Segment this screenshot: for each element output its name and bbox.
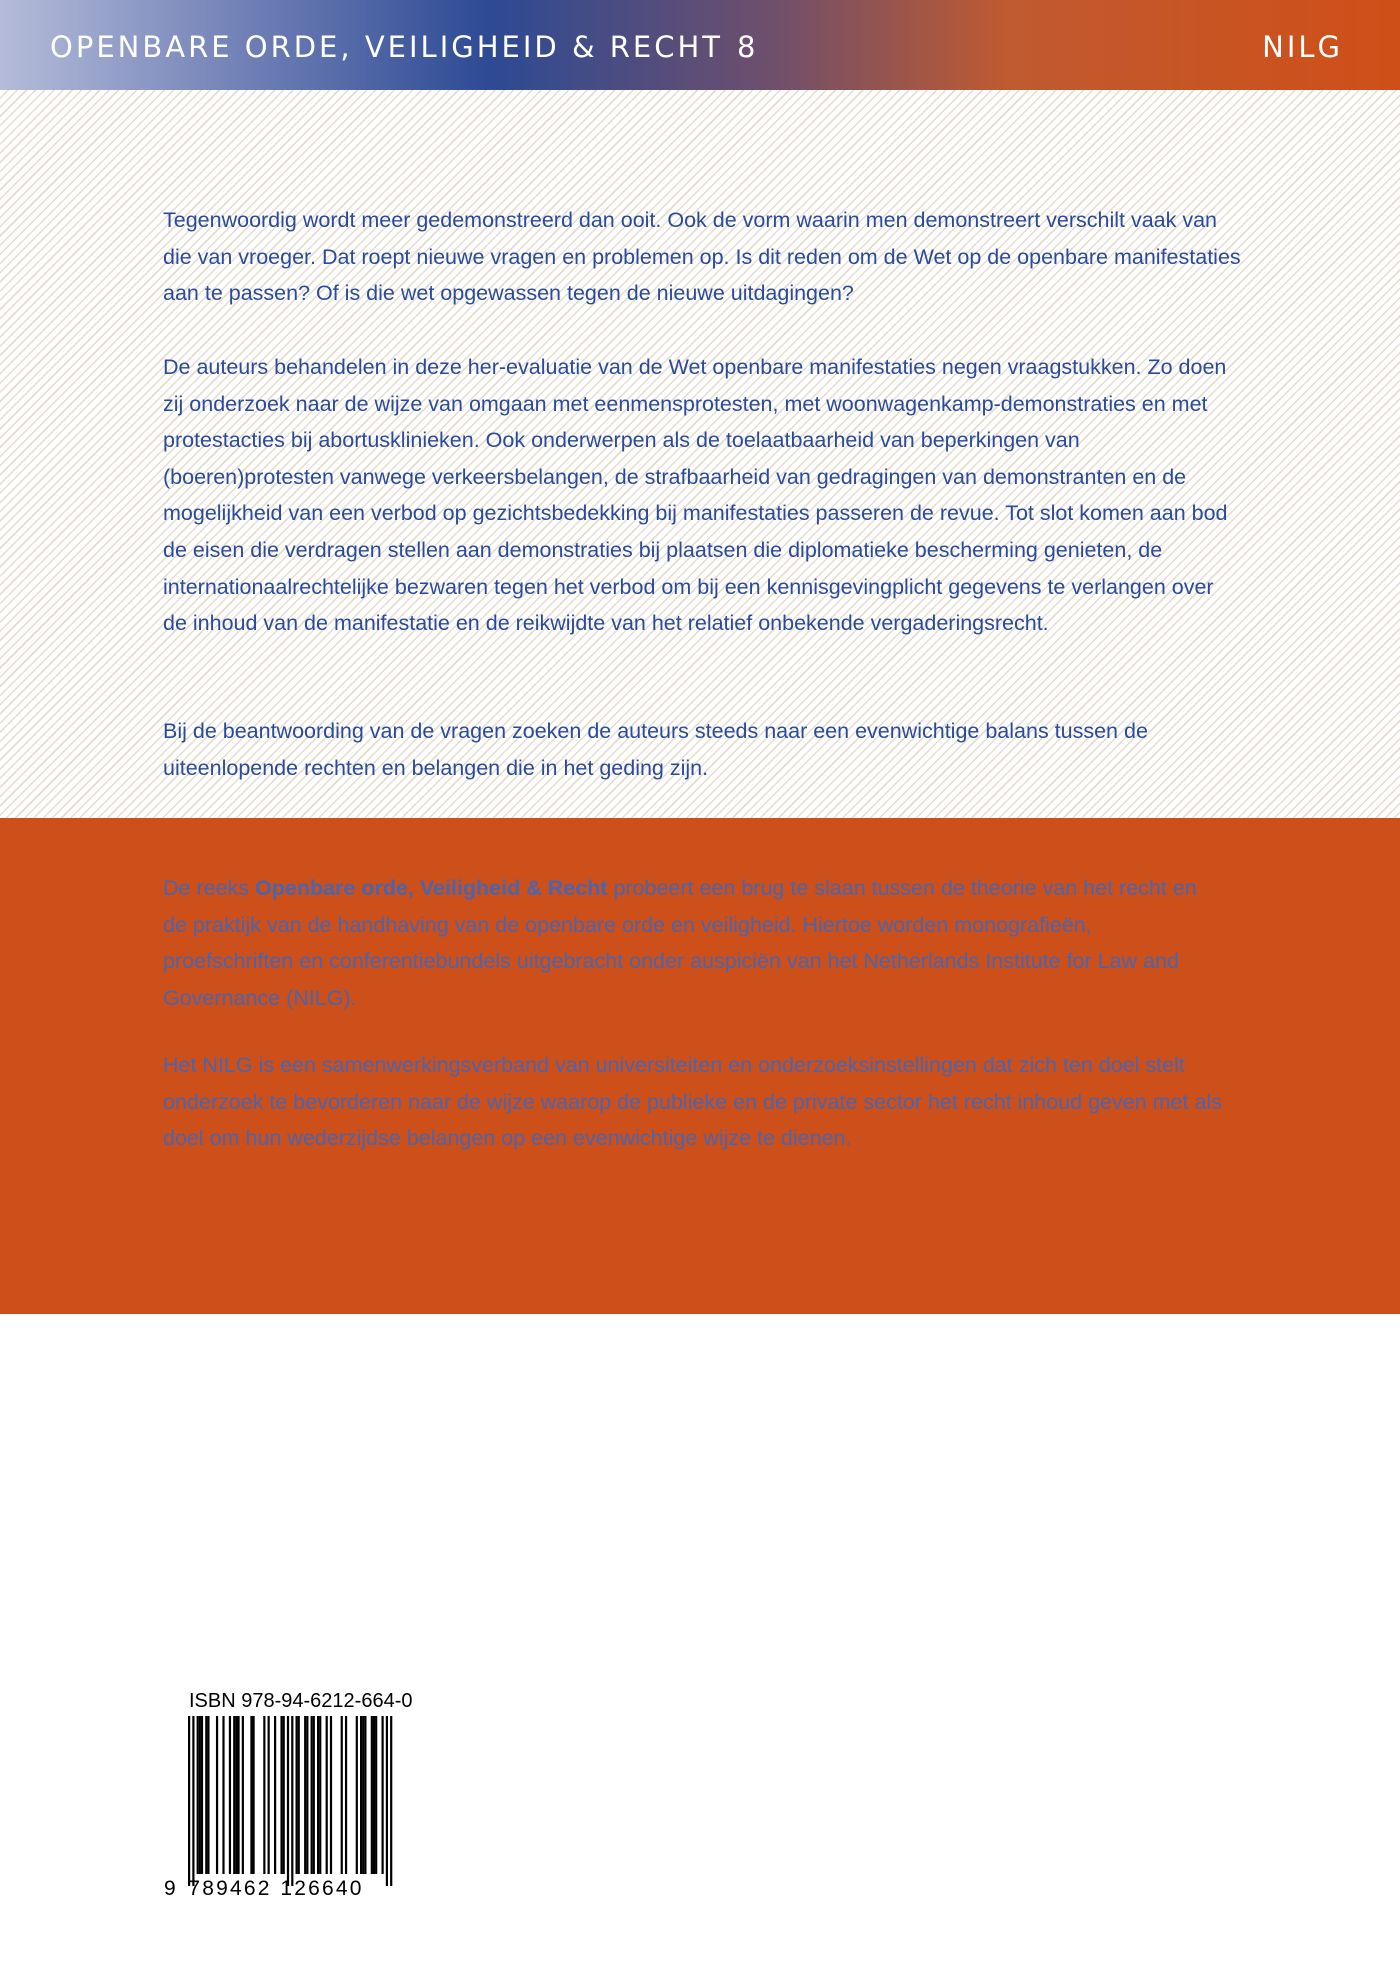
blurb-section bbox=[0, 90, 1400, 818]
barcode-bar bbox=[287, 1716, 289, 1886]
isbn-barcode bbox=[162, 1716, 434, 1898]
barcode-bar bbox=[205, 1716, 207, 1874]
series-info-suffix: probeert een brug te slaan tussen de theorie van het recht en de praktijk van de handhaving van de openbare orde en veiligheid. Hiertoe worden monografieën, proefschriften en conferentiebundels uitgebracht onder auspiciën van het Netherlands Institute for Law and Governance (NILG). bbox=[163, 876, 1197, 1010]
barcode-bar bbox=[386, 1716, 388, 1886]
barcode-bar bbox=[201, 1716, 203, 1874]
barcode-bar bbox=[192, 1716, 194, 1886]
series-header-bar bbox=[0, 0, 1400, 90]
series-title bbox=[50, 30, 758, 64]
barcode-right-digits: 126640 bbox=[280, 1877, 364, 1898]
barcode-bar bbox=[375, 1716, 377, 1874]
blurb-paragraph-3: Bij de beantwoording van de vragen zoeken de auteurs steeds naar een evenwichtige balans tussen de uiteenlopende rechten en belangen die in het geding zijn. bbox=[163, 719, 1148, 780]
barcode-bar bbox=[222, 1716, 224, 1874]
series-info-paragraph-2: Het NILG is een samenwerkingsverband van universiteiten en onderzoeksinstellingen dat zich ten doel stelt onderzoek te bevorderen naar de wijze waarop de publieke en de private sector het recht inhoud geven met als doel om hun wederzijdse belangen op een evenwichtige wijze te dienen. bbox=[163, 1053, 1222, 1150]
barcode-bar bbox=[313, 1716, 315, 1874]
barcode-bar bbox=[250, 1716, 252, 1874]
barcode-bar bbox=[233, 1716, 235, 1874]
barcode-bar bbox=[199, 1716, 201, 1874]
series-info-paragraph-1 bbox=[163, 870, 1223, 1016]
series-name-bold: Openbare orde, Veiligheid & Recht bbox=[255, 876, 608, 900]
barcode-bar bbox=[263, 1716, 265, 1874]
barcode-bar bbox=[382, 1716, 384, 1874]
barcode-bar bbox=[280, 1716, 282, 1874]
barcode-left-digits: 789462 bbox=[188, 1877, 272, 1898]
barcode-bar bbox=[274, 1716, 276, 1874]
barcode-bar bbox=[311, 1716, 313, 1874]
barcode-bar bbox=[319, 1716, 321, 1874]
barcode-bar bbox=[390, 1716, 392, 1886]
barcode-bar bbox=[330, 1716, 332, 1874]
barcode-bar bbox=[296, 1716, 298, 1874]
barcode-bar bbox=[362, 1716, 364, 1874]
barcode-bar bbox=[371, 1716, 373, 1874]
series-info-section bbox=[0, 818, 1400, 1314]
barcode-bar bbox=[283, 1716, 285, 1874]
barcode-bar bbox=[306, 1716, 308, 1874]
blurb-paragraph-2: De auteurs behandelen in deze her-evaluatie van de Wet openbare manifestaties negen vraagstukken. Zo doen zij onderzoek naar de wijze van omgaan met eenmensprotesten, met woonwagenkamp-demonstraties en met protestacties bij abortusklinieken. Ook onderwerpen als de toelaatbaarheid van beperkingen van (boeren)protesten vanwege verkeersbelangen, de strafbaarheid van gedragingen van demonstranten en de mogelijkheid van een verbod op gezichtsbedekking bij manifestaties passeren de revue. Tot slot komen aan bod de eisen die verdragen stellen aan demonstraties bij plaatsen die diplomatieke bescherming genieten, de internationaalrechtelijke bezwaren tegen het verbod om bij een kennisgevingplicht gegevens te verlangen over de inhoud van de manifestatie en de reikwijdte van het relatief onbekende vergaderingsrecht. bbox=[163, 355, 1228, 636]
barcode-bar bbox=[341, 1716, 343, 1874]
barcode-bar bbox=[237, 1716, 239, 1874]
barcode-bar bbox=[268, 1716, 270, 1874]
barcode-bar bbox=[216, 1716, 218, 1874]
barcode-bar bbox=[253, 1716, 255, 1874]
barcode-bar bbox=[326, 1716, 328, 1874]
barcode-bars bbox=[188, 1716, 392, 1886]
barcode-bar bbox=[229, 1716, 231, 1874]
barcode-bar bbox=[364, 1716, 366, 1874]
series-info-prefix: De reeks bbox=[163, 876, 256, 900]
barcode-bar bbox=[373, 1716, 375, 1874]
publisher-name: NILG bbox=[1262, 30, 1343, 64]
barcode-bar bbox=[235, 1716, 237, 1874]
barcode-bar bbox=[207, 1716, 209, 1874]
isbn-label: ISBN 978-94-6212-664-0 bbox=[189, 1690, 413, 1712]
barcode-bar bbox=[304, 1716, 306, 1874]
blurb-paragraph-1: Tegenwoordig wordt meer gedemonstreerd dan ooit. Ook de vorm waarin men demonstreert verschilt vaak van die van vroeger. Dat roept nieuwe vragen en problemen op. Is dit reden om de Wet op de openbare manifestaties aan te passen? Of is die wet opgewassen tegen de nieuwe uitdagingen? bbox=[163, 208, 1241, 306]
series-title-text: OPENBARE ORDE, VEILIGHEID & RECHT bbox=[50, 30, 724, 64]
barcode-bar bbox=[298, 1716, 300, 1874]
series-number: 8 bbox=[737, 30, 759, 64]
barcode-bar bbox=[197, 1716, 199, 1874]
barcode-bar bbox=[360, 1716, 362, 1874]
barcode-first-digit: 9 bbox=[164, 1877, 176, 1898]
barcode-bar bbox=[188, 1716, 190, 1886]
barcode-bar bbox=[356, 1716, 358, 1874]
barcode-bar bbox=[317, 1716, 319, 1874]
barcode-bar bbox=[242, 1716, 244, 1874]
barcode-bar bbox=[345, 1716, 347, 1874]
barcode-bar bbox=[291, 1716, 293, 1886]
